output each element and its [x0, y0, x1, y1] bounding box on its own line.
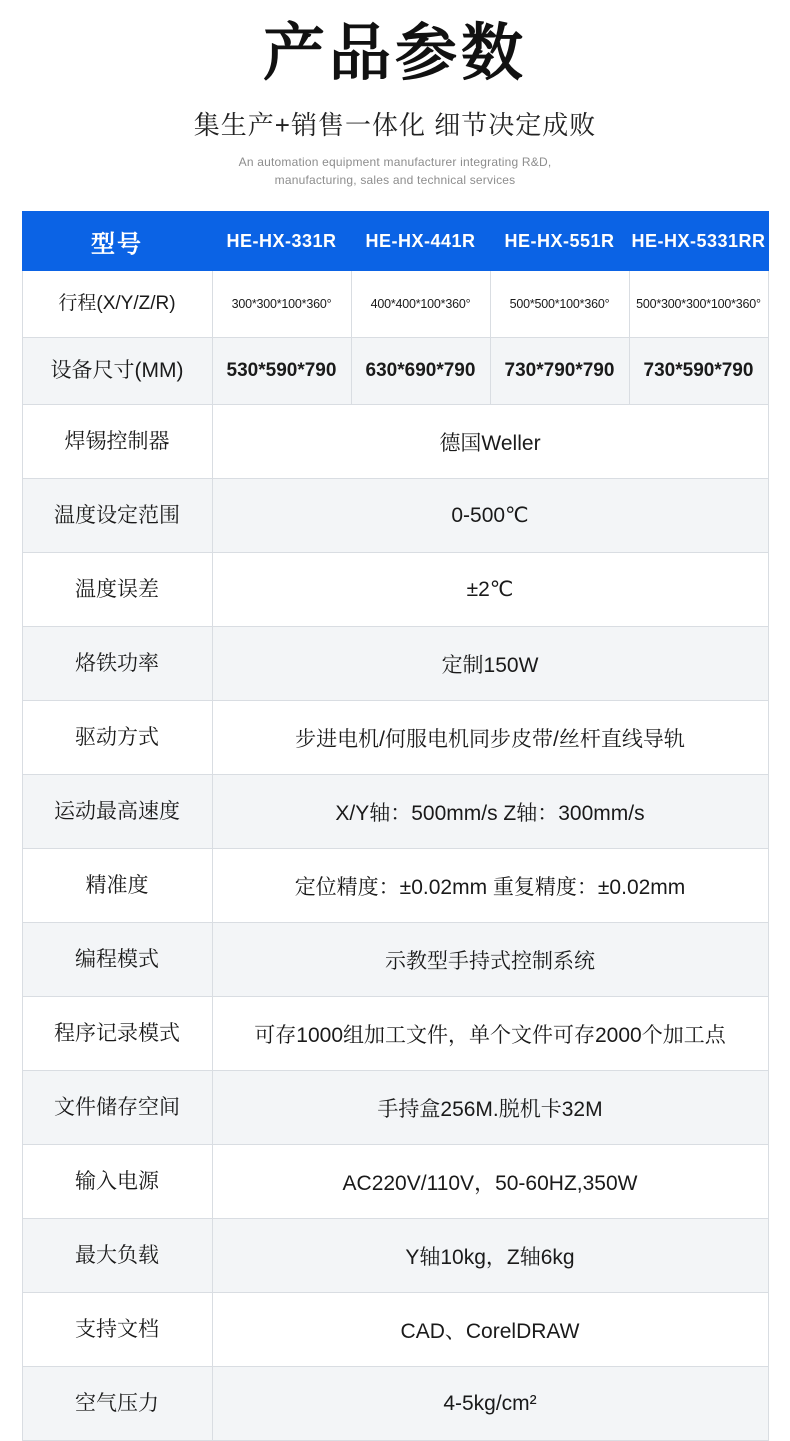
table-row — [22, 997, 768, 1071]
row-value-max-speed: X/Y轴：500mm/s Z轴：300mm/s — [212, 775, 768, 849]
table-header-model-2: HE-HX-441R — [351, 212, 490, 271]
english-line-1: An automation equipment manufacturer integrating R&D, — [238, 155, 552, 170]
row-value-supported-docs: CAD、CorelDRAW — [212, 1293, 768, 1367]
english-line-2: manufacturing, sales and technical services — [274, 172, 516, 187]
row-label-input-power: 输入电源 — [22, 1145, 212, 1219]
table-row — [22, 553, 768, 627]
table-row — [22, 1293, 768, 1367]
table-row — [22, 1071, 768, 1145]
row-value-max-load: Y轴10kg，Z轴6kg — [212, 1219, 768, 1293]
row-stroke-value-2: 400*400*100*360° — [351, 271, 490, 338]
row-value-accuracy: 定位精度：±0.02mm 重复精度：±0.02mm — [212, 849, 768, 923]
table-header-model-3: HE-HX-551R — [490, 212, 629, 271]
table-row — [22, 849, 768, 923]
row-label-temp-error: 温度误差 — [22, 553, 212, 627]
row-value-program-record: 可存1000组加工文件，单个文件可存2000个加工点 — [212, 997, 768, 1071]
page-header — [0, 0, 790, 189]
row-label-max-speed: 运动最高速度 — [22, 775, 212, 849]
table-row — [22, 338, 768, 405]
row-value-storage: 手持盒256M.脱机卡32M — [212, 1071, 768, 1145]
specification-table — [22, 211, 769, 1441]
row-value-temp-range: 0-500℃ — [212, 479, 768, 553]
row-dimension-value-2: 630*690*790 — [351, 338, 490, 405]
table-header-model-4: HE-HX-5331RR — [629, 212, 768, 271]
row-stroke-value-3: 500*500*100*360° — [490, 271, 629, 338]
row-value-input-power: AC220V/110V，50-60HZ,350W — [212, 1145, 768, 1219]
table-row — [22, 1145, 768, 1219]
table-row — [22, 479, 768, 553]
row-dimension-value-3: 730*790*790 — [490, 338, 629, 405]
table-header-row — [22, 212, 768, 271]
row-label-temp-range: 温度设定范围 — [22, 479, 212, 553]
table-row — [22, 1219, 768, 1293]
table-row — [22, 701, 768, 775]
row-label-iron-power: 烙铁功率 — [22, 627, 212, 701]
row-label-solder-controller: 焊锡控制器 — [22, 405, 212, 479]
row-value-air-pressure: 4-5kg/cm² — [212, 1367, 768, 1441]
row-value-solder-controller: 德国Weller — [212, 405, 768, 479]
row-label-drive-mode: 驱动方式 — [22, 701, 212, 775]
row-label-programming-mode: 编程模式 — [22, 923, 212, 997]
row-label-air-pressure: 空气压力 — [22, 1367, 212, 1441]
row-dimension-value-4: 730*590*790 — [629, 338, 768, 405]
table-row — [22, 1367, 768, 1441]
row-stroke-value-4: 500*300*300*100*360° — [629, 271, 768, 338]
table-row — [22, 405, 768, 479]
row-value-drive-mode: 步进电机/何服电机同步皮带/丝杆直线导轨 — [212, 701, 768, 775]
row-label-stroke: 行程(X/Y/Z/R) — [22, 271, 212, 338]
row-label-supported-docs: 支持文档 — [22, 1293, 212, 1367]
english-description — [0, 154, 790, 189]
row-label-dimension: 设备尺寸(MM) — [22, 338, 212, 405]
table-row — [22, 775, 768, 849]
page-title: 产品参数 — [262, 19, 527, 88]
row-label-max-load: 最大负载 — [22, 1219, 212, 1293]
table-row — [22, 923, 768, 997]
row-dimension-value-1: 530*590*790 — [212, 338, 351, 405]
row-label-accuracy: 精准度 — [22, 849, 212, 923]
row-stroke-value-1: 300*300*100*360° — [212, 271, 351, 338]
row-value-temp-error: ±2℃ — [212, 553, 768, 627]
table-header-model-label: 型号 — [22, 212, 212, 271]
table-row — [22, 271, 768, 338]
row-value-programming-mode: 示教型手持式控制系统 — [212, 923, 768, 997]
row-label-program-record: 程序记录模式 — [22, 997, 212, 1071]
row-label-storage: 文件储存空间 — [22, 1071, 212, 1145]
table-row — [22, 627, 768, 701]
table-header-model-1: HE-HX-331R — [212, 212, 351, 271]
row-value-iron-power: 定制150W — [212, 627, 768, 701]
page-subtitle: 集生产+销售一体化 细节决定成败 — [193, 110, 597, 141]
